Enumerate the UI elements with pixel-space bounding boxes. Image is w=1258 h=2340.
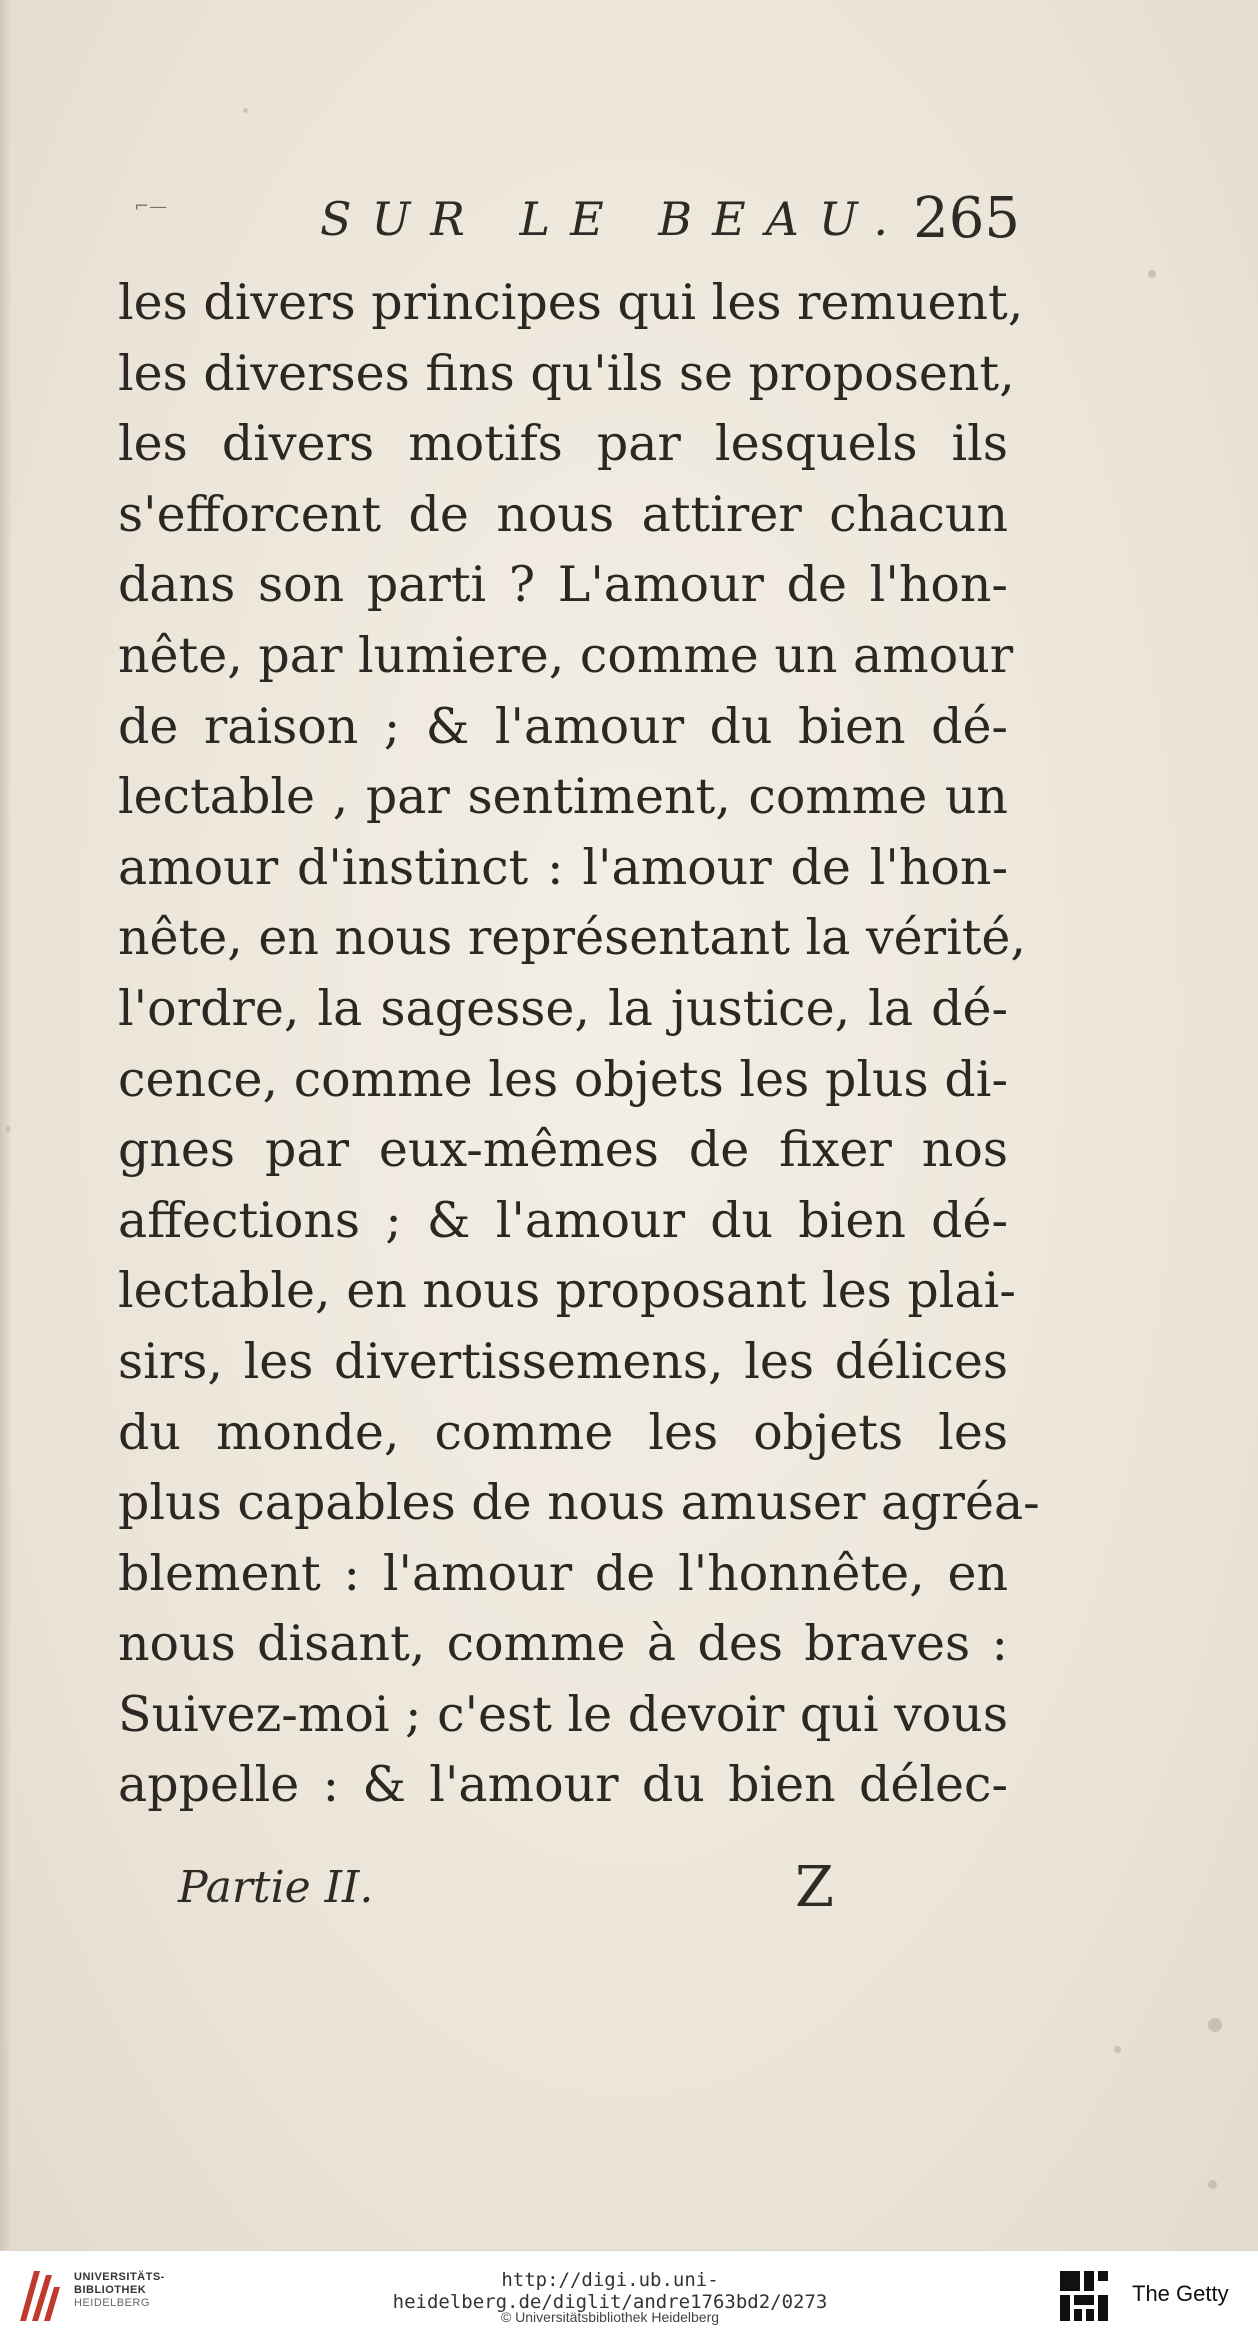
running-head-title: SUR LE BEAU. — [320, 192, 909, 246]
text-line: s'efforcent de nous attirer chacun — [118, 485, 1008, 543]
text-line: nête, en nous représentant la vérité, — [118, 909, 1027, 967]
running-head — [120, 186, 1020, 262]
text-line: nous disant, comme à des braves : — [118, 1615, 1008, 1673]
getty-logo-icon — [1058, 2269, 1110, 2323]
margin-mark: ⌐— — [134, 196, 168, 217]
library-line-3: HEIDELBERG — [74, 2297, 150, 2309]
text-line: amour d'instinct : l'amour de l'hon- — [118, 838, 1008, 896]
text-line: blement : l'amour de l'honnête, en — [118, 1544, 1008, 1602]
body-text — [118, 268, 1040, 1821]
text-line: gnes par eux-mêmes de fixer nos — [118, 1121, 1008, 1179]
text-line: plus capables de nous amuser agréa- — [118, 1474, 1040, 1532]
text-line: appelle : & l'amour du bien délec- — [118, 1756, 1008, 1814]
library-line-1: UNIVERSITÄTS- — [74, 2271, 165, 2283]
copyright-notice: © Universitätsbibliothek Heidelberg — [500, 2309, 720, 2325]
permalink-url[interactable]: http://digi.ub.uni-heidelberg.de/diglit/andre1763bd2/0273 — [392, 2269, 828, 2313]
university-library-logo-icon — [14, 2265, 64, 2327]
text-line: sirs, les divertissemens, les délices — [118, 1332, 1008, 1390]
signature-mark: Partie II. — [178, 1862, 374, 1913]
text-line: de raison ; & l'amour du bien dé- — [118, 697, 1008, 755]
partner-name: The Getty — [1132, 2281, 1229, 2306]
text-line: Suivez-moi ; c'est le devoir qui vous — [118, 1685, 1008, 1743]
text-line: cence, comme les objets les plus di- — [118, 1050, 1008, 1108]
text-line: nête, par lumiere, comme un amour — [118, 626, 1014, 684]
text-line: lectable, en nous proposant les plai- — [118, 1262, 1016, 1320]
signature-letter: Z — [795, 1855, 834, 1920]
text-line: affections ; & l'amour du bien dé- — [118, 1191, 1008, 1249]
page-edge-shadow — [0, 0, 12, 2250]
text-line: dans son parti ? L'amour de l'hon- — [118, 556, 1008, 614]
footer-banner — [0, 2250, 1258, 2340]
text-line: l'ordre, la sagesse, la justice, la dé- — [118, 979, 1008, 1037]
page-number: 265 — [913, 186, 1020, 251]
text-line: les diverses fins qu'ils se proposent, — [118, 344, 1015, 402]
library-line-2: BIBLIOTHEK — [74, 2284, 147, 2296]
text-line: les divers principes qui les remuent, — [118, 274, 1024, 331]
text-line: du monde, comme les objets les — [118, 1403, 1008, 1461]
library-name — [74, 2271, 165, 2310]
text-line: lectable , par sentiment, comme un — [118, 768, 1008, 826]
text-line: les divers motifs par lesquels ils — [118, 415, 1008, 473]
